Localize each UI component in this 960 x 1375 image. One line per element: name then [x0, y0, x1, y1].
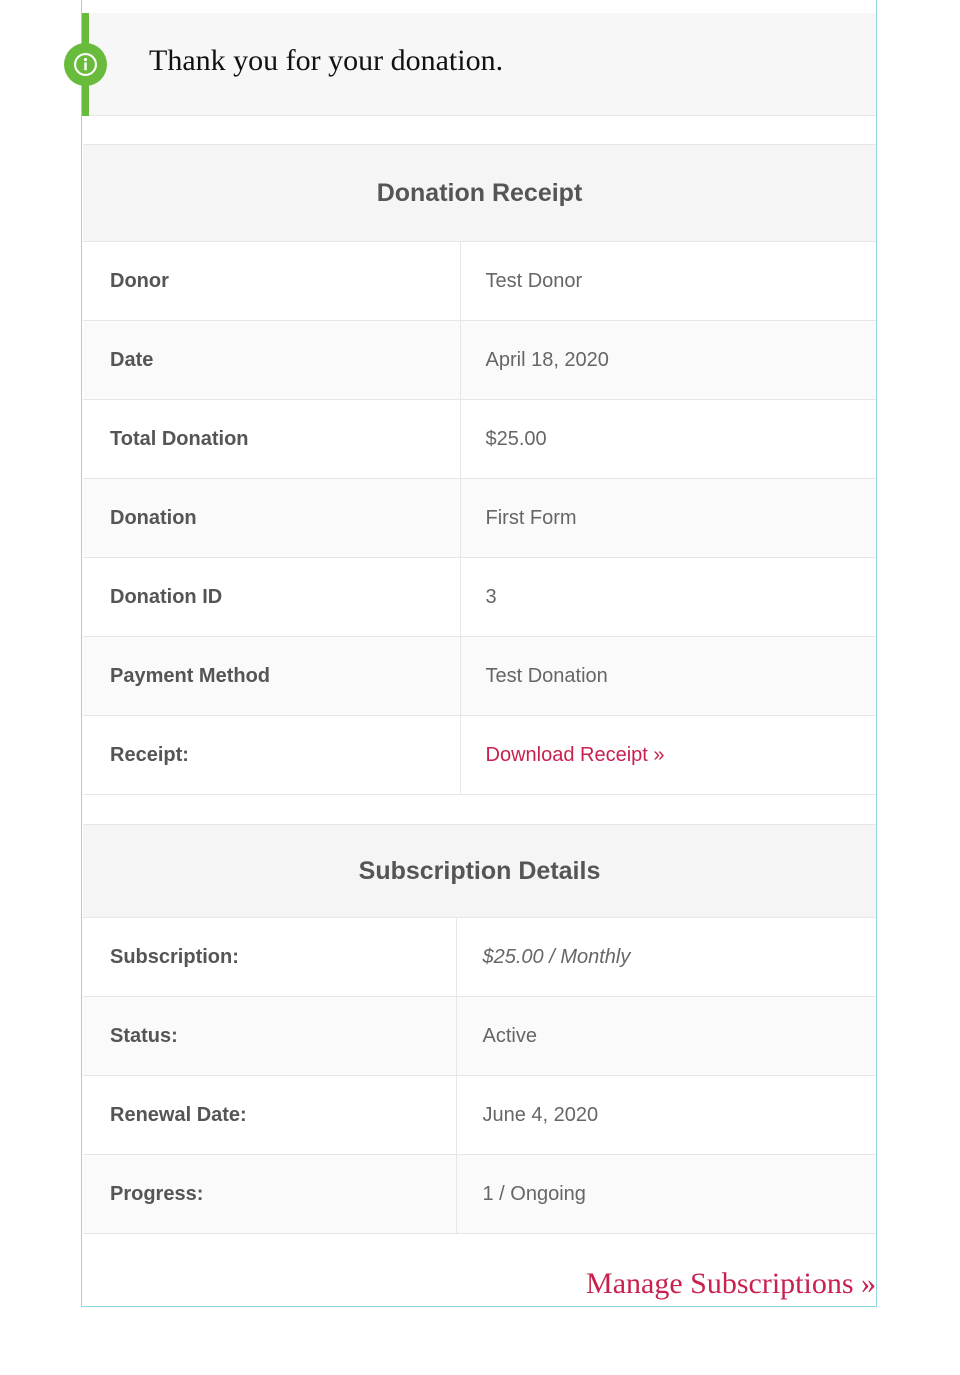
donation-id-label: Donation ID — [83, 558, 460, 637]
renewal-date-label: Renewal Date: — [83, 1076, 456, 1155]
subscription-value: $25.00 / Monthly — [456, 918, 876, 997]
table-row — [83, 321, 876, 400]
donation-form-value: First Form — [460, 479, 876, 558]
receipt-label: Receipt: — [83, 716, 460, 795]
renewal-date-value: June 4, 2020 — [456, 1076, 876, 1155]
manage-subscriptions-link[interactable]: Manage Subscriptions » — [586, 1267, 876, 1300]
success-notice — [82, 13, 876, 116]
table-row — [83, 918, 876, 997]
total-donation-value: $25.00 — [460, 400, 876, 479]
notice-message: Thank you for your donation. — [149, 44, 504, 77]
status-label: Status: — [83, 997, 456, 1076]
date-label: Date — [83, 321, 460, 400]
table-row — [83, 1155, 876, 1234]
date-value: April 18, 2020 — [460, 321, 876, 400]
table-row — [83, 1076, 876, 1155]
donation-receipt-table — [83, 144, 876, 795]
donor-label: Donor — [83, 242, 460, 321]
table-row — [83, 558, 876, 637]
info-icon — [64, 43, 107, 86]
receipt-container — [81, 0, 877, 1307]
donor-value: Test Donor — [460, 242, 876, 321]
table-row — [83, 637, 876, 716]
table-row — [83, 400, 876, 479]
table-row — [83, 242, 876, 321]
total-donation-label: Total Donation — [83, 400, 460, 479]
progress-label: Progress: — [83, 1155, 456, 1234]
table-row — [83, 479, 876, 558]
subscription-details-table — [83, 824, 876, 1234]
subscription-title: Subscription Details — [83, 825, 876, 918]
payment-method-label: Payment Method — [83, 637, 460, 716]
status-value: Active — [456, 997, 876, 1076]
donation-id-value: 3 — [460, 558, 876, 637]
progress-value: 1 / Ongoing — [456, 1155, 876, 1234]
payment-method-value: Test Donation — [460, 637, 876, 716]
receipt-value-cell — [460, 716, 876, 795]
download-receipt-link[interactable]: Download Receipt » — [485, 743, 665, 766]
table-row — [83, 716, 876, 795]
table-row — [83, 997, 876, 1076]
donation-form-label: Donation — [83, 479, 460, 558]
receipt-title: Donation Receipt — [83, 145, 876, 242]
subscription-label: Subscription: — [83, 918, 456, 997]
